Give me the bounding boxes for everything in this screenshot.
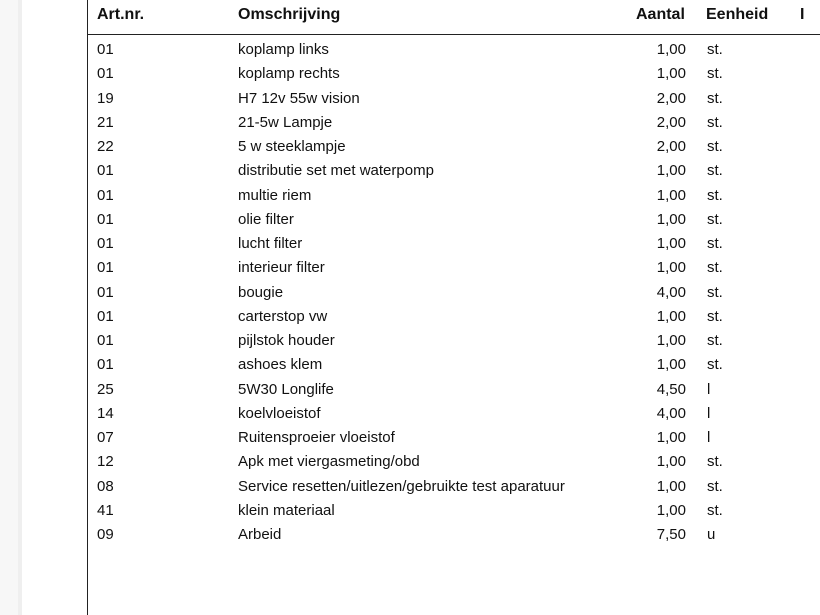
unit-cell: l [707, 429, 711, 446]
unit-cell: st. [707, 235, 723, 252]
quantity-cell: 1,00 [656, 429, 686, 446]
unit-cell: st. [707, 307, 723, 325]
quantity-cell: 1,00 [656, 453, 686, 471]
header-unit: Eenheid [706, 6, 769, 23]
description-cell: carterstop vw [238, 307, 328, 325]
quantity-cell: 1,00 [656, 65, 686, 83]
quantity-cell: 1,00 [656, 477, 686, 495]
table-row [0, 210, 820, 234]
table-row [0, 452, 820, 476]
quantity-cell: 1,00 [656, 501, 686, 519]
unit-cell: u [707, 526, 716, 543]
table-row [0, 525, 820, 549]
description-cell: pijlstok houder [238, 332, 335, 349]
quantity-cell: 1,00 [656, 356, 686, 374]
header-cut-off-column: I [800, 6, 805, 23]
unit-cell: st. [707, 186, 723, 204]
description-cell: Ruitensproeier vloeistof [238, 429, 395, 446]
quantity-cell: 2,00 [656, 138, 686, 155]
unit-cell: st. [707, 501, 723, 519]
quantity-cell: 2,00 [656, 89, 686, 107]
art-nr-cell: 01 [97, 186, 114, 204]
quantity-cell: 1,00 [656, 307, 686, 325]
table-row [0, 40, 820, 64]
header-divider [87, 34, 820, 35]
table-row [0, 161, 820, 185]
art-nr-cell: 21 [97, 113, 114, 131]
art-nr-cell: 41 [97, 501, 114, 519]
art-nr-cell: 19 [97, 89, 114, 107]
art-nr-cell: 01 [97, 65, 114, 83]
table-row [0, 380, 820, 404]
table-row [0, 234, 820, 258]
header-description: Omschrijving [238, 6, 341, 23]
art-nr-cell: 01 [97, 210, 114, 228]
table-row [0, 331, 820, 355]
description-cell: multie riem [238, 186, 312, 204]
art-nr-cell: 07 [97, 429, 114, 446]
art-nr-cell: 01 [97, 235, 114, 252]
art-nr-cell: 01 [97, 162, 114, 180]
description-cell: bougie [238, 283, 284, 301]
art-nr-cell: 01 [97, 307, 114, 325]
header-quantity: Aantal [636, 6, 685, 23]
unit-cell: st. [707, 138, 723, 155]
unit-cell: st. [707, 453, 723, 471]
unit-cell: st. [707, 162, 723, 180]
unit-cell: st. [707, 332, 723, 349]
quantity-cell: 1,00 [656, 332, 686, 349]
art-nr-cell: 01 [97, 332, 114, 349]
unit-cell: st. [707, 477, 723, 495]
unit-cell: st. [707, 356, 723, 374]
unit-cell: st. [707, 210, 723, 228]
unit-cell: l [707, 380, 711, 398]
description-cell: H7 12v 55w vision [238, 89, 360, 107]
art-nr-cell: 09 [97, 526, 114, 543]
description-cell: Apk met viergasmeting/obd [238, 453, 420, 471]
art-nr-cell: 01 [97, 259, 114, 277]
unit-cell: st. [707, 65, 723, 83]
art-nr-cell: 12 [97, 453, 114, 471]
table-row [0, 404, 820, 428]
table-row [0, 428, 820, 452]
quantity-cell: 1,00 [656, 210, 686, 228]
quantity-cell: 4,00 [656, 404, 686, 422]
art-nr-cell: 01 [97, 41, 114, 58]
quantity-cell: 1,00 [656, 186, 686, 204]
quantity-cell: 4,00 [656, 283, 686, 301]
description-cell: lucht filter [238, 235, 303, 252]
unit-cell: st. [707, 113, 723, 131]
description-cell: Arbeid [238, 526, 282, 543]
table-row [0, 477, 820, 501]
quantity-cell: 1,00 [656, 41, 686, 58]
description-cell: interieur filter [238, 259, 325, 277]
quantity-cell: 2,00 [656, 113, 686, 131]
description-cell: 5W30 Longlife [238, 380, 334, 398]
quantity-cell: 1,00 [656, 162, 686, 180]
unit-cell: st. [707, 259, 723, 277]
table-row [0, 186, 820, 210]
table-row [0, 307, 820, 331]
description-cell: klein materiaal [238, 501, 335, 519]
table-row [0, 64, 820, 88]
quantity-cell: 4,50 [656, 380, 686, 398]
art-nr-cell: 01 [97, 283, 114, 301]
art-nr-cell: 14 [97, 404, 114, 422]
description-cell: Service resetten/uitlezen/gebruikte test aparatuur [238, 477, 565, 495]
art-nr-cell: 22 [97, 138, 114, 155]
table-row [0, 283, 820, 307]
table-row [0, 113, 820, 137]
description-cell: distributie set met waterpomp [238, 162, 434, 180]
art-nr-cell: 01 [97, 356, 114, 374]
description-cell: 5 w steeklampje [238, 138, 346, 155]
unit-cell: st. [707, 41, 723, 58]
unit-cell: l [707, 404, 711, 422]
table-row [0, 258, 820, 282]
table-body [0, 40, 820, 549]
header-art-nr: Art.nr. [97, 6, 145, 23]
art-nr-cell: 25 [97, 380, 114, 398]
description-cell: ashoes klem [238, 356, 323, 374]
description-cell: koplamp rechts [238, 65, 340, 83]
description-cell: olie filter [238, 210, 294, 228]
table-row [0, 137, 820, 161]
quantity-cell: 7,50 [656, 526, 686, 543]
table-row [0, 89, 820, 113]
description-cell: koplamp links [238, 41, 329, 58]
art-nr-cell: 08 [97, 477, 114, 495]
table-row [0, 355, 820, 379]
description-cell: koelvloeistof [238, 404, 321, 422]
quantity-cell: 1,00 [656, 235, 686, 252]
description-cell: 21-5w Lampje [238, 113, 333, 131]
table-row [0, 501, 820, 525]
unit-cell: st. [707, 283, 723, 301]
quantity-cell: 1,00 [656, 259, 686, 277]
unit-cell: st. [707, 89, 723, 107]
